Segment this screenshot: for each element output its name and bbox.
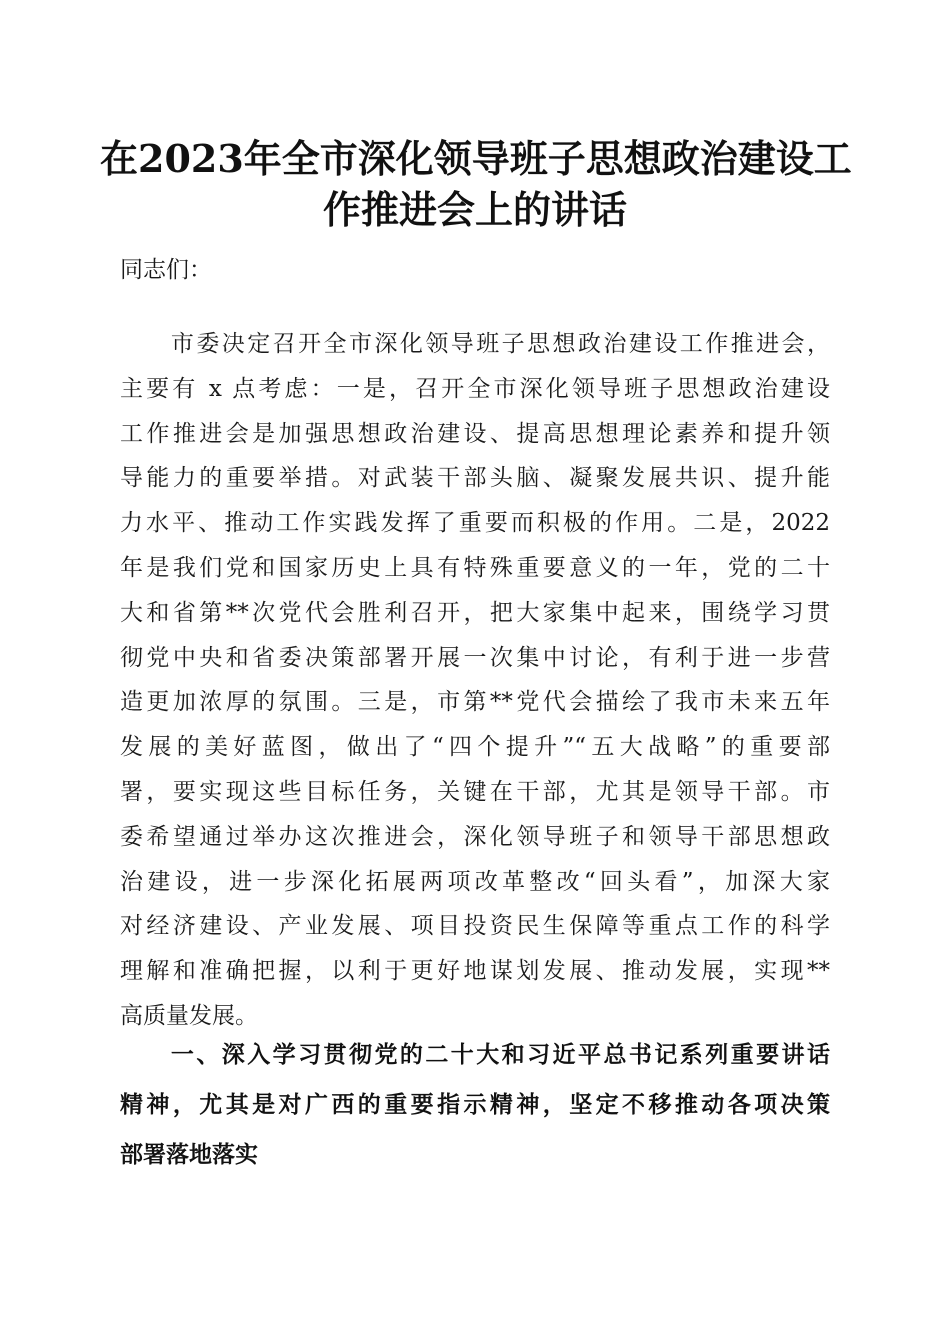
body-paragraph bbox=[120, 322, 830, 1039]
paragraph-line: 力水平、推动工作实践发挥了重要而积极的作用。二是，2022 bbox=[120, 510, 830, 537]
paragraph-line: 造更加浓厚的氛围。三是，市第**党代会描绘了我市未来五年 bbox=[120, 689, 830, 716]
title-line: 作推进会上的讲话 bbox=[322, 187, 627, 232]
paragraph-line: 彻党中央和省委决策部署开展一次集中讨论，有利于进一步营 bbox=[120, 644, 830, 671]
heading-line: 部署落地落实 bbox=[120, 1142, 258, 1168]
document-title bbox=[100, 133, 850, 235]
paragraph-line: 对经济建设、产业发展、项目投资民生保障等重点工作的科学 bbox=[120, 913, 830, 940]
heading-line: 一、深入学习贯彻党的二十大和习近平总书记系列重要讲话 bbox=[120, 1042, 830, 1068]
title-line: 在2023年全市深化领导班子思想政治建设工 bbox=[100, 136, 852, 181]
paragraph-line: 年是我们党和国家历史上具有特殊重要意义的一年，党的二十 bbox=[120, 554, 830, 581]
paragraph-line: 主要有 x 点考虑：一是，召开全市深化领导班子思想政治建设 bbox=[120, 375, 830, 402]
paragraph-line: 大和省第**次党代会胜利召开，把大家集中起来，围绕学习贯 bbox=[120, 599, 830, 626]
paragraph-line: 署，要实现这些目标任务，关键在干部，尤其是领导干部。市 bbox=[120, 778, 830, 805]
paragraph-line: 高质量发展。 bbox=[120, 1002, 258, 1029]
paragraph-line: 委希望通过举办这次推进会，深化领导班子和领导干部思想政 bbox=[120, 823, 830, 850]
paragraph-line: 导能力的重要举措。对武装干部头脑、凝聚发展共识、提升能 bbox=[120, 465, 830, 492]
paragraph-line: 理解和准确把握，以利于更好地谋划发展、推动发展，实现** bbox=[120, 958, 830, 985]
salutation: 同志们： bbox=[120, 257, 212, 283]
paragraph-line: 工作推进会是加强思想政治建设、提高思想理论素养和提升领 bbox=[120, 420, 830, 447]
heading-line: 精神，尤其是对广西的重要指示精神，坚定不移推动各项决策 bbox=[120, 1092, 830, 1118]
paragraph-line: 发展的美好蓝图，做出了“四个提升”“五大战略”的重要部 bbox=[120, 734, 830, 761]
section-heading bbox=[120, 1030, 830, 1180]
paragraph-line: 市委决定召开全市深化领导班子思想政治建设工作推进会， bbox=[120, 331, 830, 357]
paragraph-line: 治建设，进一步深化拓展两项改革整改“回头看”，加深大家 bbox=[120, 868, 830, 895]
